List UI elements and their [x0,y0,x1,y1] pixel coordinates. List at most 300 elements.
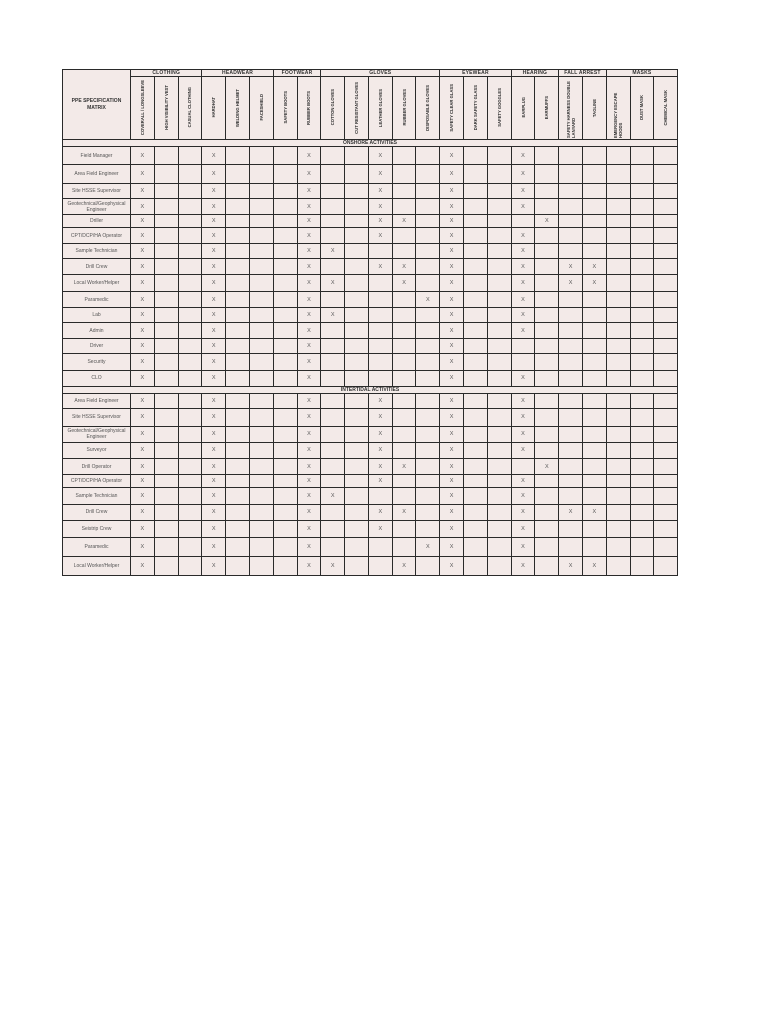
column-header [202,77,226,140]
ppe-required-mark: X [297,370,321,386]
ppe-cell [178,322,202,338]
ppe-cell [416,339,440,354]
ppe-required-mark: X [297,339,321,354]
ppe-required-mark: X [392,215,416,228]
ppe-required-mark: X [202,475,226,488]
ppe-cell [582,165,606,183]
ppe-cell [154,199,178,215]
ppe-cell [606,183,630,198]
ppe-required-mark: X [297,520,321,537]
ppe-cell [416,228,440,243]
ppe-cell [464,292,488,307]
ppe-required-mark: X [368,409,392,426]
ppe-cell [535,183,559,198]
ppe-required-mark: X [131,307,155,322]
ppe-cell [345,504,369,520]
role-label: CPT/DCP/HA Operator [63,228,131,243]
ppe-required-mark: X [131,442,155,458]
ppe-cell [416,520,440,537]
ppe-required-mark: X [582,504,606,520]
ppe-cell [559,243,583,258]
ppe-cell [345,307,369,322]
ppe-cell [464,442,488,458]
ppe-cell [226,339,250,354]
ppe-cell [249,426,273,442]
role-label: CPT/DCP/HA Operator [63,475,131,488]
ppe-cell [582,292,606,307]
table-row [63,394,678,409]
role-label: Area Field Engineer [63,165,131,183]
ppe-cell [487,556,511,576]
ppe-cell [559,292,583,307]
ppe-cell [630,183,654,198]
ppe-cell [178,147,202,165]
ppe-cell [321,165,345,183]
ppe-cell [464,488,488,504]
ppe-cell [345,165,369,183]
table-row [63,228,678,243]
ppe-cell [249,258,273,274]
ppe-cell [464,520,488,537]
ppe-cell [226,183,250,198]
ppe-required-mark: X [131,228,155,243]
ppe-cell [416,147,440,165]
role-label: Paramedic [63,292,131,307]
column-header-label: EARMUFFS [544,95,550,120]
ppe-required-mark: X [440,339,464,354]
ppe-cell [487,275,511,292]
ppe-cell [416,354,440,370]
ppe-cell [559,215,583,228]
ppe-cell [249,538,273,556]
role-label: Local Worker/Helper [63,556,131,576]
ppe-cell [249,322,273,338]
ppe-cell [654,322,678,338]
ppe-required-mark: X [440,183,464,198]
ppe-cell [226,394,250,409]
ppe-cell [654,394,678,409]
role-label: Security [63,354,131,370]
ppe-cell [559,475,583,488]
ppe-cell [249,307,273,322]
ppe-cell [392,538,416,556]
ppe-required-mark: X [202,442,226,458]
ppe-cell [559,307,583,322]
ppe-required-mark: X [559,556,583,576]
ppe-cell [368,307,392,322]
ppe-cell [273,442,297,458]
column-header-label: CASUAL CLOTHING [187,87,193,128]
ppe-cell [321,199,345,215]
column-header [249,77,273,140]
table-row [63,556,678,576]
ppe-required-mark: X [511,409,535,426]
ppe-cell [487,488,511,504]
section-row [63,140,678,147]
ppe-required-mark: X [131,520,155,537]
ppe-cell [654,370,678,386]
ppe-required-mark: X [202,258,226,274]
ppe-cell [226,475,250,488]
column-header-label: DARK SAFETY GLASS [472,84,478,131]
ppe-cell [345,426,369,442]
ppe-cell [559,339,583,354]
ppe-cell [178,183,202,198]
ppe-required-mark: X [416,538,440,556]
column-header-label: HARDHAT [211,97,217,118]
ppe-cell [582,442,606,458]
ppe-required-mark: X [202,426,226,442]
ppe-cell [511,215,535,228]
ppe-required-mark: X [131,504,155,520]
ppe-required-mark: X [368,199,392,215]
ppe-cell [345,199,369,215]
ppe-cell [154,409,178,426]
ppe-cell [249,183,273,198]
ppe-cell [249,504,273,520]
ppe-cell [392,442,416,458]
role-label: Geotechnical/Geophysical Engineer [63,199,131,215]
ppe-required-mark: X [440,459,464,475]
ppe-cell [273,409,297,426]
ppe-cell [154,258,178,274]
ppe-required-mark: X [131,370,155,386]
role-label: Surveyor [63,442,131,458]
ppe-cell [226,322,250,338]
ppe-cell [535,556,559,576]
ppe-required-mark: X [131,258,155,274]
ppe-cell [178,556,202,576]
ppe-cell [226,538,250,556]
ppe-required-mark: X [368,165,392,183]
ppe-cell [654,165,678,183]
ppe-cell [559,322,583,338]
ppe-cell [249,228,273,243]
role-label: Lab [63,307,131,322]
ppe-required-mark: X [511,243,535,258]
ppe-cell [464,228,488,243]
ppe-cell [511,354,535,370]
ppe-cell [606,394,630,409]
ppe-cell [582,322,606,338]
column-header [606,77,630,140]
ppe-cell [559,409,583,426]
section-title: INTERTIDAL ACTIVITIES [63,386,678,393]
ppe-required-mark: X [535,215,559,228]
ppe-cell [249,275,273,292]
ppe-cell [345,243,369,258]
table-row [63,459,678,475]
ppe-cell [464,556,488,576]
ppe-cell [582,370,606,386]
ppe-cell [606,339,630,354]
ppe-cell [464,538,488,556]
ppe-cell [559,488,583,504]
column-header [416,77,440,140]
table-row [63,339,678,354]
ppe-cell [345,394,369,409]
group-header-headwear: HEADWEAR [202,70,273,77]
ppe-cell [464,339,488,354]
ppe-required-mark: X [511,504,535,520]
ppe-required-mark: X [131,556,155,576]
column-header [464,77,488,140]
ppe-cell [178,409,202,426]
ppe-cell [321,147,345,165]
column-header-label: DISPOSABLE GLOVES [425,84,431,131]
ppe-cell [630,354,654,370]
ppe-cell [535,394,559,409]
ppe-cell [154,504,178,520]
ppe-cell [582,475,606,488]
ppe-required-mark: X [440,475,464,488]
ppe-cell [606,556,630,576]
ppe-required-mark: X [440,292,464,307]
group-header-clothing: CLOTHING [131,70,202,77]
ppe-cell [226,556,250,576]
role-label: Drill Operator [63,459,131,475]
ppe-cell [464,322,488,338]
ppe-cell [487,370,511,386]
matrix-title: PPE SPECIFICATION MATRIX [63,70,131,140]
ppe-required-mark: X [297,409,321,426]
ppe-cell [654,199,678,215]
ppe-cell [487,459,511,475]
ppe-required-mark: X [440,488,464,504]
ppe-cell [487,538,511,556]
ppe-cell [392,426,416,442]
ppe-required-mark: X [297,538,321,556]
ppe-required-mark: X [511,199,535,215]
ppe-cell [273,504,297,520]
ppe-required-mark: X [131,538,155,556]
role-label: Sample Technician [63,488,131,504]
ppe-cell [654,459,678,475]
ppe-cell [154,442,178,458]
ppe-cell [582,228,606,243]
ppe-cell [487,307,511,322]
column-header-label: LEATHER GLOVES [377,88,383,127]
ppe-cell [535,475,559,488]
ppe-cell [606,370,630,386]
ppe-cell [273,322,297,338]
ppe-cell [487,199,511,215]
ppe-cell [535,488,559,504]
ppe-cell [321,183,345,198]
ppe-cell [416,275,440,292]
ppe-required-mark: X [511,275,535,292]
ppe-cell [154,183,178,198]
ppe-cell [249,215,273,228]
ppe-required-mark: X [582,275,606,292]
ppe-cell [392,243,416,258]
ppe-cell [178,215,202,228]
ppe-cell [368,354,392,370]
ppe-cell [249,243,273,258]
ppe-cell [416,183,440,198]
ppe-cell [416,322,440,338]
ppe-cell [345,258,369,274]
ppe-cell [535,520,559,537]
ppe-cell [416,504,440,520]
ppe-cell [582,520,606,537]
role-label: Site HSSE Supervisor [63,183,131,198]
ppe-cell [154,459,178,475]
ppe-cell [178,459,202,475]
ppe-required-mark: X [440,354,464,370]
ppe-cell [273,243,297,258]
ppe-required-mark: X [202,322,226,338]
ppe-required-mark: X [368,147,392,165]
table-row [63,307,678,322]
ppe-required-mark: X [297,426,321,442]
ppe-required-mark: X [368,215,392,228]
ppe-required-mark: X [131,459,155,475]
ppe-cell [416,307,440,322]
ppe-cell [606,409,630,426]
ppe-cell [630,426,654,442]
ppe-cell [226,370,250,386]
ppe-cell [606,243,630,258]
ppe-cell [273,258,297,274]
ppe-required-mark: X [392,556,416,576]
ppe-cell [368,339,392,354]
ppe-cell [606,426,630,442]
ppe-cell [582,199,606,215]
column-header [440,77,464,140]
ppe-cell [630,475,654,488]
ppe-required-mark: X [131,339,155,354]
column-header-label: RUBBER BOOTS [306,90,312,125]
ppe-cell [487,504,511,520]
table-row [63,243,678,258]
ppe-cell [654,292,678,307]
role-label: Seistrip Crew [63,520,131,537]
ppe-cell [559,442,583,458]
ppe-cell [226,442,250,458]
ppe-cell [606,504,630,520]
ppe-required-mark: X [440,504,464,520]
ppe-cell [582,488,606,504]
ppe-cell [226,165,250,183]
table-row [63,488,678,504]
ppe-required-mark: X [440,394,464,409]
ppe-required-mark: X [297,165,321,183]
table-row [63,370,678,386]
ppe-required-mark: X [392,504,416,520]
ppe-cell [154,147,178,165]
column-header-label: CUT RESISTANT GLOVES [354,81,359,134]
ppe-required-mark: X [297,147,321,165]
ppe-cell [321,322,345,338]
ppe-required-mark: X [131,199,155,215]
ppe-required-mark: X [202,199,226,215]
column-header-label: SAFETY HARNESS DOUBLE LANYARD [565,80,576,138]
ppe-cell [654,275,678,292]
ppe-cell [273,556,297,576]
ppe-required-mark: X [440,538,464,556]
ppe-cell [368,292,392,307]
ppe-cell [559,165,583,183]
ppe-cell [226,228,250,243]
ppe-cell [535,504,559,520]
column-header [392,77,416,140]
ppe-cell [273,370,297,386]
ppe-required-mark: X [202,538,226,556]
ppe-cell [654,354,678,370]
ppe-cell [154,475,178,488]
ppe-required-mark: X [511,426,535,442]
column-header-label: WELDING HELMET [235,88,241,127]
ppe-required-mark: X [368,258,392,274]
ppe-cell [273,394,297,409]
column-header-label: HIGH VISIBILITY VEST [163,85,169,131]
ppe-required-mark: X [440,243,464,258]
ppe-cell [321,409,345,426]
table-row [63,199,678,215]
ppe-cell [416,394,440,409]
ppe-cell [345,275,369,292]
ppe-required-mark: X [297,394,321,409]
ppe-required-mark: X [131,292,155,307]
ppe-cell [321,538,345,556]
ppe-required-mark: X [440,409,464,426]
ppe-cell [345,147,369,165]
ppe-required-mark: X [511,165,535,183]
table-row [63,183,678,198]
ppe-required-mark: X [321,275,345,292]
group-header-gloves: GLOVES [321,70,440,77]
ppe-cell [606,520,630,537]
ppe-required-mark: X [297,292,321,307]
ppe-cell [416,409,440,426]
ppe-cell [654,475,678,488]
ppe-cell [154,165,178,183]
ppe-required-mark: X [297,183,321,198]
ppe-required-mark: X [202,520,226,537]
ppe-cell [464,370,488,386]
ppe-cell [273,538,297,556]
ppe-cell [606,199,630,215]
ppe-cell [559,199,583,215]
ppe-cell [535,199,559,215]
ppe-required-mark: X [440,147,464,165]
ppe-cell [273,475,297,488]
ppe-cell [606,538,630,556]
ppe-cell [630,504,654,520]
ppe-cell [249,394,273,409]
ppe-cell [464,215,488,228]
ppe-cell [321,370,345,386]
ppe-cell [582,394,606,409]
ppe-cell [392,292,416,307]
ppe-required-mark: X [202,556,226,576]
ppe-required-mark: X [297,228,321,243]
ppe-cell [654,409,678,426]
ppe-cell [368,488,392,504]
ppe-cell [273,165,297,183]
ppe-cell [582,339,606,354]
ppe-cell [559,228,583,243]
ppe-cell [178,426,202,442]
ppe-cell [392,165,416,183]
column-header-label: SAFETY BOOTS [282,91,288,124]
ppe-cell [464,243,488,258]
ppe-cell [535,243,559,258]
ppe-cell [464,307,488,322]
ppe-cell [464,275,488,292]
ppe-required-mark: X [440,322,464,338]
